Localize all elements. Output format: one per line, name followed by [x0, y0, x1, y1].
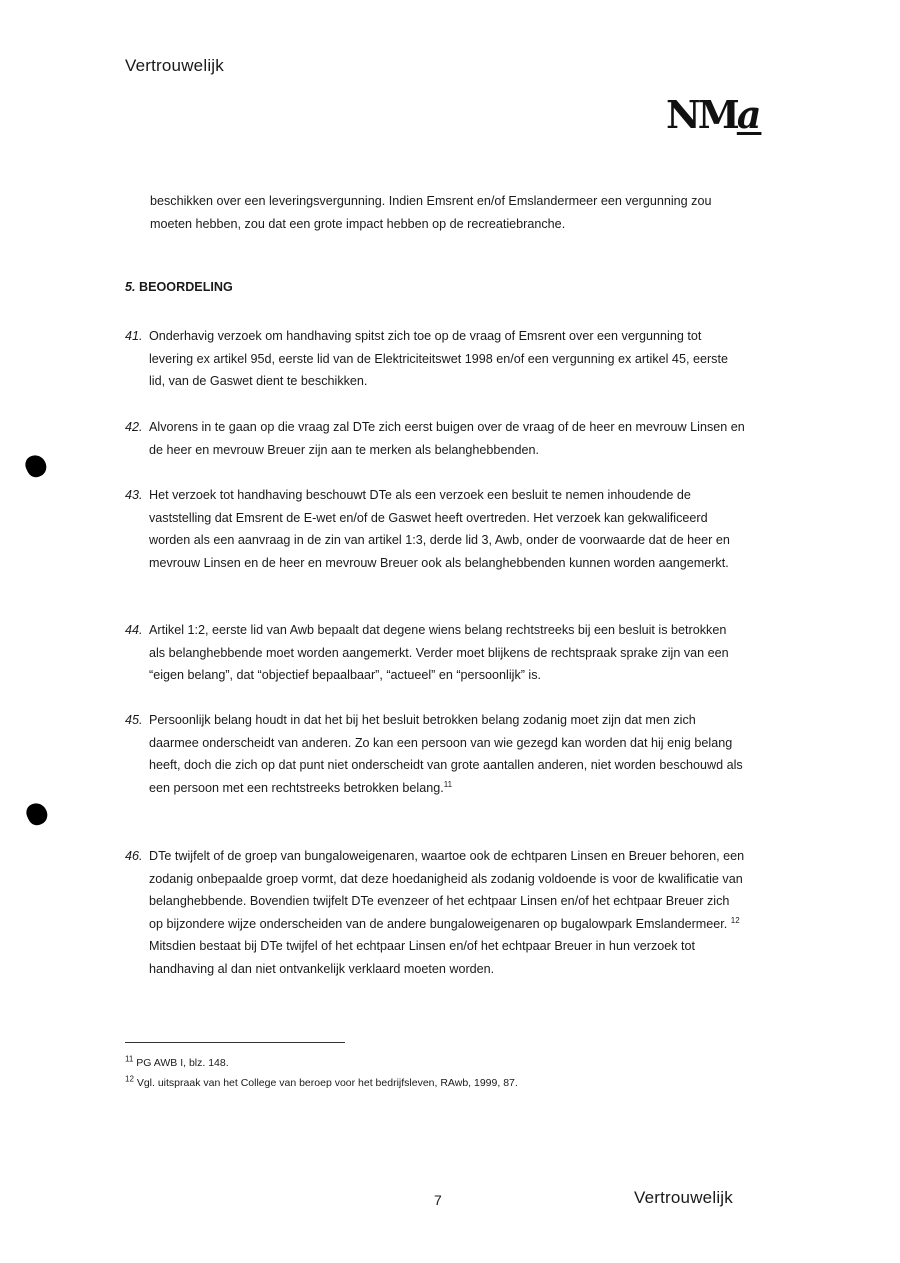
footnote-text: Vgl. uitspraak van het College van beroep voor het bedrijfsleven, RAwb, 1999, 87.	[136, 1077, 518, 1089]
footnote-text: PG AWB I, blz. 148.	[136, 1057, 229, 1069]
section-heading	[125, 280, 233, 294]
paragraph-text-before: DTe twijfelt of de groep van bungaloweigenaren, waartoe ook de echtparen Linsen en Breuer behoren, een zodanig onbepaalde groep vormt, dat deze hoedanigheid als zodanig voldoende is voor de kwalificatie van belanghebbende. Bovendien twijfelt DTe evenzeer of het echtpaar Linsen en/of het echtpaar Breuer zich op bijzondere wijze onderscheiden van de andere bungaloweigenaren op bugalowpark Emslandermeer.	[149, 849, 745, 931]
paragraph-text: Alvorens in te gaan op die vraag zal DTe zich eerst buigen over de vraag of de heer en mevrouw Linsen en de heer en mevrouw Breuer zijn aan te merken als belanghebbenden.	[149, 420, 745, 457]
footer-confidentiality-label: Vertrouwelijk	[634, 1188, 733, 1207]
logo-letter-a: a	[736, 92, 762, 137]
paragraph-44	[125, 619, 745, 687]
footnote-12	[125, 1075, 518, 1091]
footnote-ref[interactable]: 12	[730, 915, 740, 925]
paragraph-text-container	[125, 709, 745, 799]
nma-logo	[666, 92, 762, 137]
paragraph-number: 41.	[125, 329, 143, 343]
paragraph-text: Persoonlijk belang houdt in dat het bij het besluit betrokken belang zodanig moet zijn dat men zich daarmee onderscheidt van anderen. Zo kan een persoon van wie gezegd kan worden dat hij enig belang heeft, doch die zich op dat punt niet onderscheidt van grote aantallen anderen, niet worden beschouwd als een persoon met een rechtstreeks betrokken belang.	[149, 713, 743, 795]
footnote-11	[125, 1055, 229, 1071]
paragraph-text-container	[125, 845, 745, 980]
paragraph-number: 44.	[125, 623, 143, 637]
logo-letters: NM	[666, 92, 737, 137]
paragraph-41	[125, 325, 745, 393]
paragraph-text-after: Mitsdien bestaat bij DTe twijfel of het echtpaar Linsen en/of het echtpaar Breuer in hun verzoek tot handhaving al dan niet ontvankelijk verklaard moeten worden.	[149, 939, 696, 976]
page-number: 7	[434, 1192, 442, 1208]
paragraph-42	[125, 416, 745, 461]
paragraph-text: Artikel 1:2, eerste lid van Awb bepaalt dat degene wiens belang rechtstreeks bij een besluit is betrokken als belanghebbende moet worden aangemerkt. Verder moet blijkens de rechtspraak sprake zijn van een “eigen belang”, dat “objectief bepaalbaar”, “actueel” en “persoonlijk” is.	[149, 623, 729, 682]
punch-hole-mark	[23, 800, 50, 828]
footnote-number: 11	[125, 1054, 134, 1064]
paragraph-45	[125, 709, 745, 799]
section-number: 5.	[125, 280, 136, 294]
footnote-number: 12	[125, 1074, 134, 1084]
paragraph-text: Het verzoek tot handhaving beschouwt DTe als een verzoek een besluit te nemen inhoudende de vaststelling dat Emsrent de E-wet en/of de Gaswet heeft overtreden. Het verzoek kan gekwalificeerd worden als een aanvraag in de zin van artikel 1:3, derde lid 3, Awb, onder de voorwaarde dat de heer en mevrouw Linsen en de heer en mevrouw Breuer ook als belanghebbenden kunnen worden aangemerkt.	[149, 488, 730, 570]
intro-text-block	[150, 190, 750, 235]
header-confidentiality-label: Vertrouwelijk	[125, 56, 224, 75]
paragraph-number: 43.	[125, 488, 143, 502]
paragraph-43	[125, 484, 745, 574]
paragraph-46	[125, 845, 745, 980]
paragraph-number: 45.	[125, 713, 143, 727]
paragraph-number: 42.	[125, 420, 143, 434]
footnote-divider	[125, 1042, 345, 1043]
paragraph-number: 46.	[125, 849, 143, 863]
paragraph-text: Onderhavig verzoek om handhaving spitst zich toe op de vraag of Emsrent over een vergunning tot levering ex artikel 95d, eerste lid van de Elektriciteitswet 1998 en/of een vergunning ex artikel 45, eerste lid, van de Gaswet dient te beschikken.	[149, 329, 728, 388]
section-title: BEOORDELING	[139, 280, 233, 294]
punch-hole-mark	[22, 452, 49, 480]
intro-paragraph: beschikken over een leveringsvergunning. Indien Emsrent en/of Emslandermeer een vergunning zou moeten hebben, zou dat een grote impact hebben op de recreatiebranche.	[150, 194, 712, 231]
footnote-ref[interactable]: 11	[443, 779, 453, 789]
